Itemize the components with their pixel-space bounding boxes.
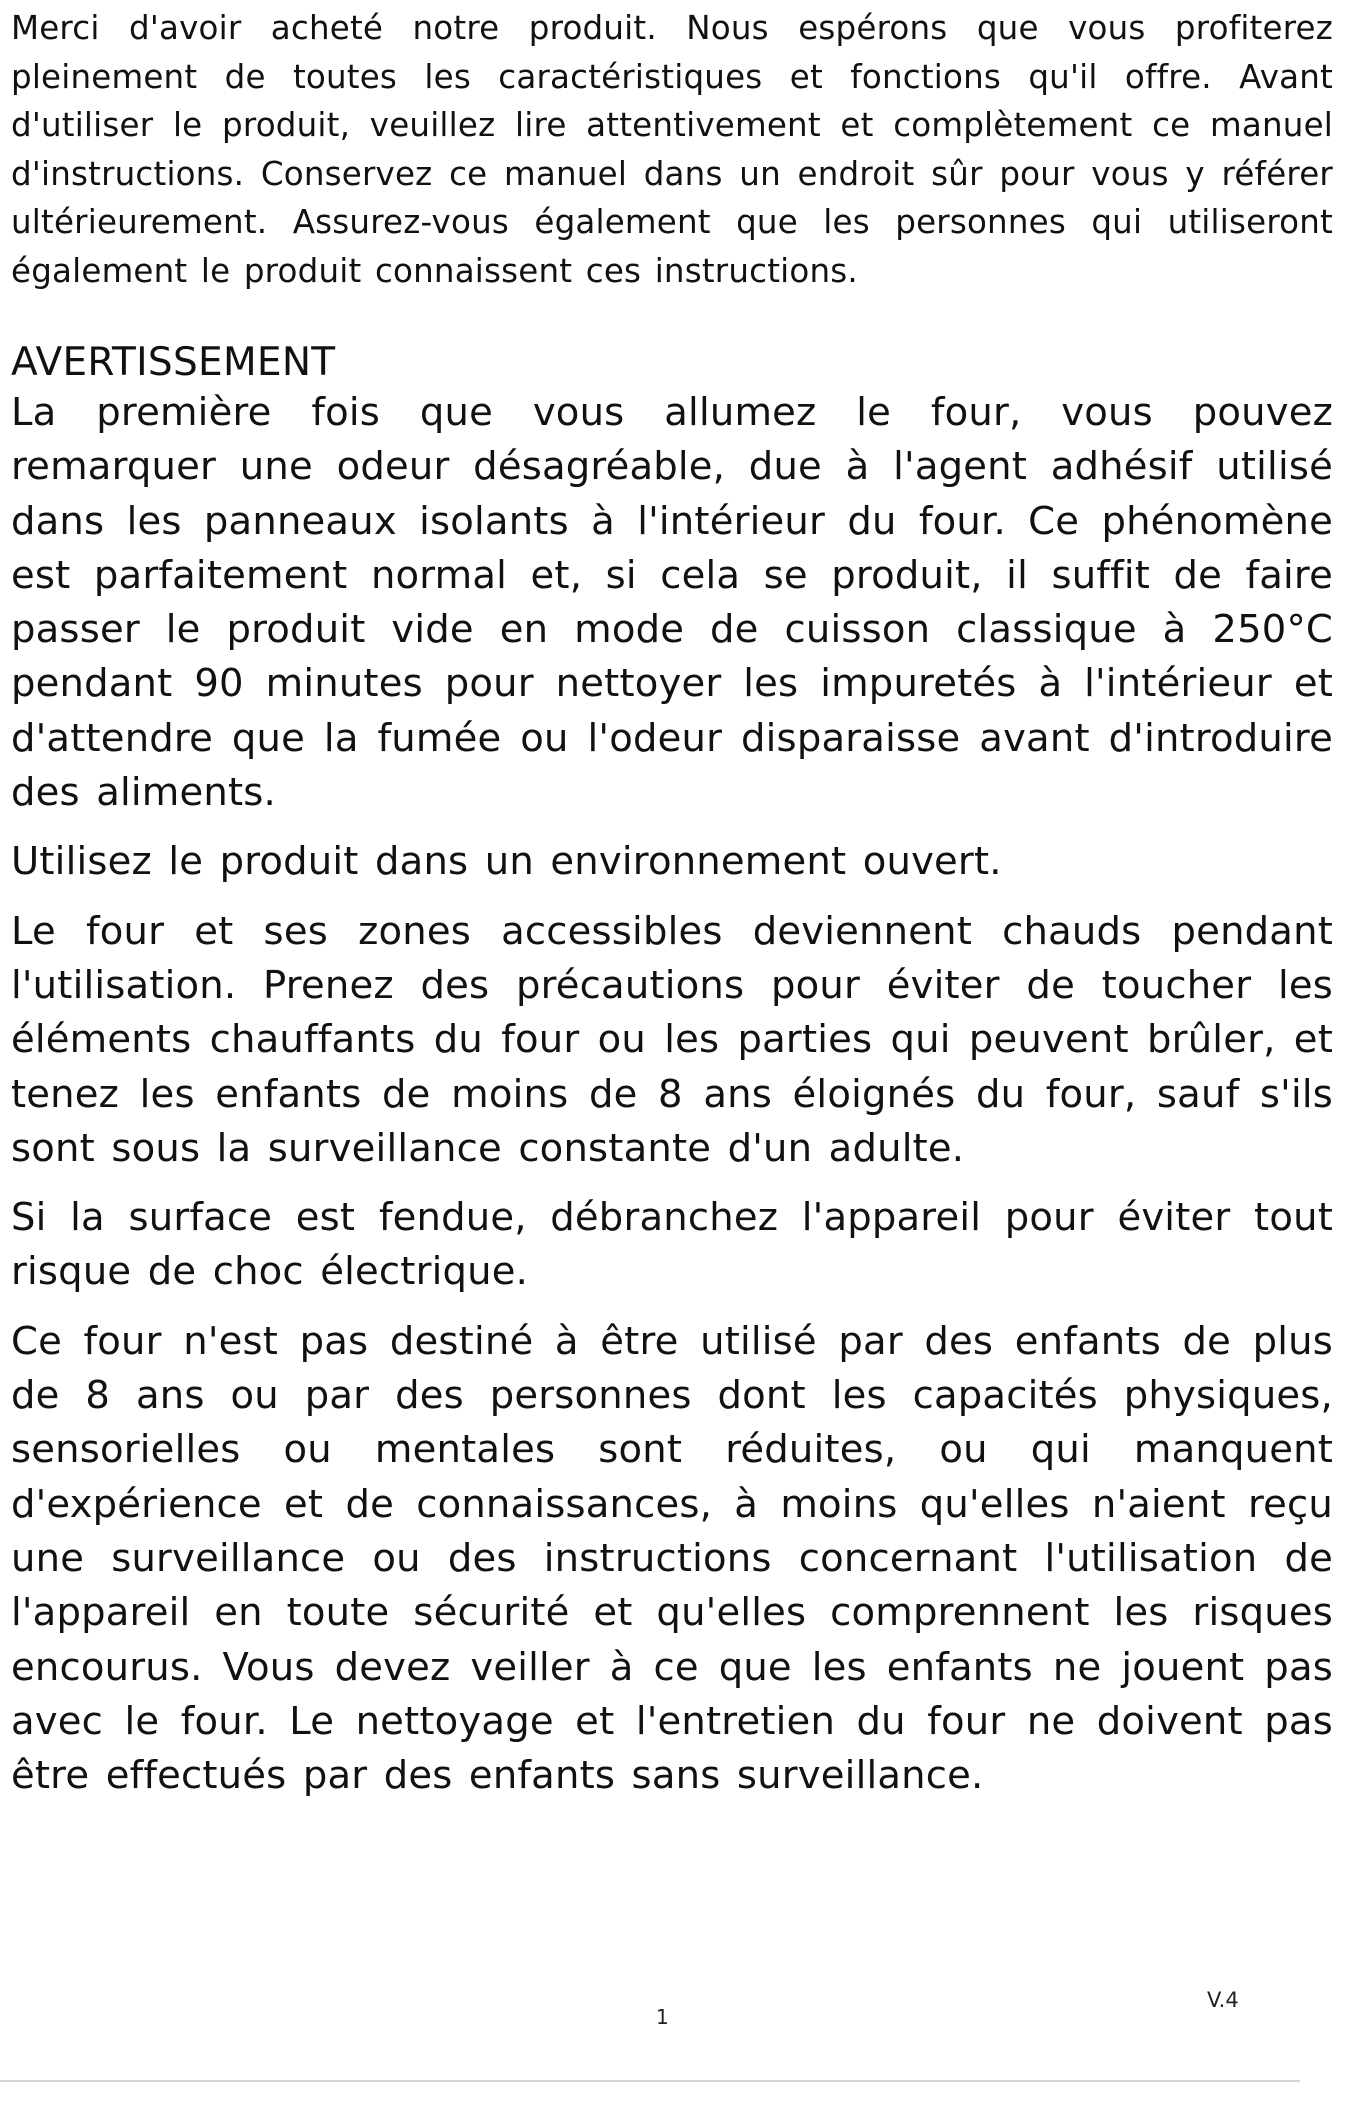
page-bottom-divider xyxy=(0,2080,1300,2082)
warning-paragraph-odor: La première fois que vous allumez le four, vous pouvez remarquer une odeur désagréable, due à l'agent adhésif utilisé dans les panneaux isolants à l'intérieur du four. Ce phénomène est parfaitement normal et, si cela se produit, il suffit de faire passer le produit vide en mode de cuisson classique à 250°C pendant 90 minutes pour nettoyer les impuretés à l'intérieur et d'attendre que la fumée ou l'odeur disparaisse avant d'introduire des aliments. xyxy=(11,390,1333,816)
warning-paragraph-hot-surfaces: Le four et ses zones accessibles deviennent chauds pendant l'utilisation. Prenez des précautions pour éviter de toucher les éléments chauffants du four ou les parties qui peuvent brûler, et tenez les enfants de moins de 8 ans éloignés du four, sauf s'ils sont sous la surveillance constante d'un adulte. xyxy=(11,908,1333,1171)
warning-paragraph-cracked-surface: Si la surface est fendue, débranchez l'appareil pour éviter tout risque de choc électrique. xyxy=(11,1195,1333,1295)
page-number: 1 xyxy=(656,2005,669,2029)
warning-paragraph-children: Ce four n'est pas destiné à être utilisé par des enfants de plus de 8 ans ou par des personnes dont les capacités physiques, sensorielles ou mentales sont réduites, ou qui manquent d'expérience et de connaissances, à moins qu'elles n'aient reçu une surveillance ou des instructions concernant l'utilisation de l'appareil en toute sécurité et qu'elles comprennent les risques encourus. Vous devez veiller à ce que les enfants ne jouent pas avec le four. Le nettoyage et l'entretien du four ne doivent pas être effectués par des enfants sans surveillance. xyxy=(11,1318,1333,1799)
version-label: V.4 xyxy=(1207,1988,1239,2012)
intro-paragraph: Merci d'avoir acheté notre produit. Nous espérons que vous profiterez pleinement de toutes les caractéristiques et fonctions qu'il offre. Avant d'utiliser le produit, veuillez lire attentivement et complètement ce manuel d'instructions. Conservez ce manuel dans un endroit sûr pour vous y référer ultérieurement. Assurez-vous également que les personnes qui utiliseront également le produit connaissent ces instructions. xyxy=(11,9,1333,290)
warning-heading: AVERTISSEMENT xyxy=(11,340,336,385)
warning-paragraph-environment: Utilisez le produit dans un environnement ouvert. xyxy=(11,839,1002,885)
page-content xyxy=(11,4,1333,1818)
